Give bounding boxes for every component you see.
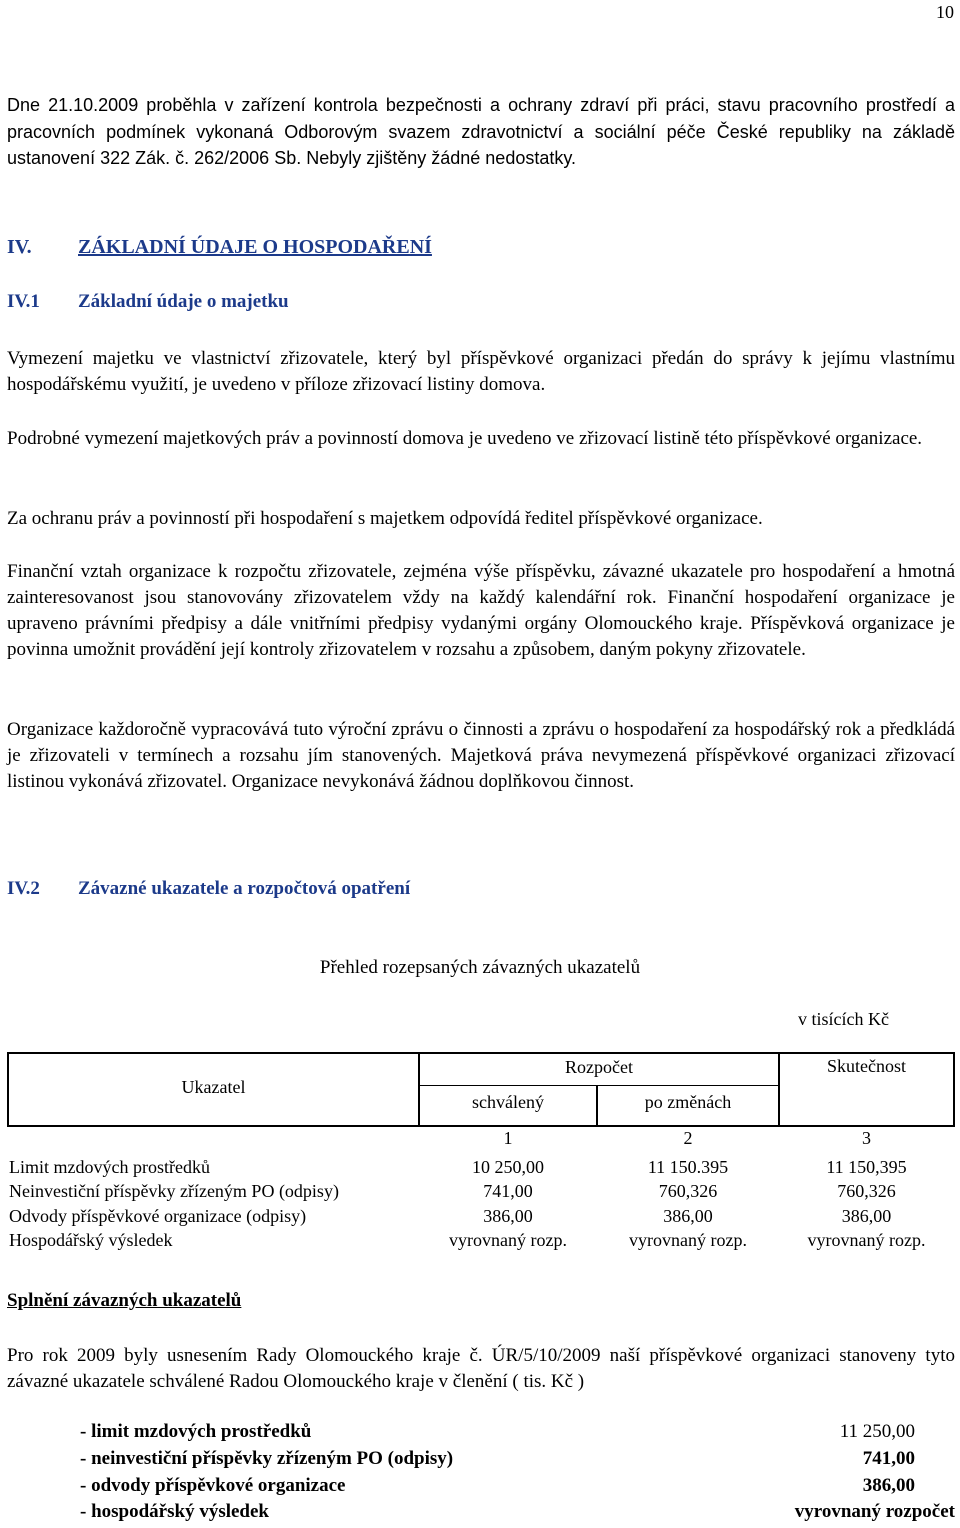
section-title: ZÁKLADNÍ ÚDAJE O HOSPODAŘENÍ	[78, 236, 432, 258]
table-row-label: Neinvestiční příspěvky zřízeným PO (odpisy)	[9, 1181, 339, 1201]
subsection-title: Základní údaje o majetku	[78, 291, 289, 312]
fulfilment-heading: Splnění závazných ukazatelů	[7, 1290, 242, 1311]
table-cell: 386,00	[841, 1206, 892, 1226]
page-number: 10	[936, 2, 954, 22]
table-header-schvaleny: schválený	[472, 1092, 544, 1112]
list-item-value: 741,00	[862, 1448, 915, 1469]
fulfilment-paragraph: Pro rok 2009 byly usnesením Rady Olomouckého kraje č. ÚR/5/10/2009 naší příspěvkové organizaci stanoveny tyto závazné ukazatele schválené Radou Olomouckého kraje v členění ( tis. Kč )	[7, 1345, 955, 1392]
table-row-label: Odvody příspěvkové organizace (odpisy)	[9, 1206, 307, 1226]
list-item-value: 386,00	[862, 1475, 915, 1496]
table-cell: 10 250,00	[472, 1157, 544, 1177]
table-cell: 741,00	[483, 1181, 533, 1201]
subsection-number: IV.1	[7, 291, 40, 312]
table-cell: 11 150,395	[826, 1157, 907, 1177]
table-header-po-zmenach: po změnách	[644, 1092, 732, 1112]
table-cell: 760,326	[837, 1181, 896, 1201]
list-item	[80, 1421, 955, 1448]
table-col-number-3: 3	[862, 1128, 871, 1148]
paragraph-responsibility: Za ochranu práv a povinností při hospodaření s majetkem odpovídá ředitel příspěvkové organizace.	[7, 508, 763, 529]
list-item-value: 11 250,00	[839, 1421, 915, 1442]
table-cell: vyrovnaný rozp.	[629, 1230, 747, 1250]
table-unit: v tisících Kč	[798, 1009, 889, 1029]
list-item-value: vyrovnaný rozpočet	[794, 1501, 955, 1522]
table-cell: vyrovnaný rozp.	[449, 1230, 567, 1250]
table-right-border	[953, 1052, 955, 1127]
table-header-ukazatel: Ukazatel	[181, 1077, 246, 1097]
section-number: IV.	[7, 236, 32, 258]
paragraph-property-definition: Vymezení majetku ve vlastnictví zřizovatele, který byl příspěvkové organizaci předán do správy k jejímu vlastnímu hospodářskému využití, je uvedeno v příloze zřizovací listiny domova.	[7, 348, 955, 395]
paragraph-property-rights: Podrobné vymezení majetkových práv a povinností domova je uvedeno ve zřizovací listině této příspěvkové organizace.	[7, 428, 923, 449]
intro-paragraph: Dne 21.10.2009 proběhla v zařízení kontrola bezpečnosti a ochrany zdraví při práci, stavu pracovního prostředí a pracovních podmínek vykonaná Odborovým svazem zdravotnictví a sociální péče České republiky na základě ustanovení 322 Zák. č. 262/2006 Sb. Nebyly zjištěny žádné nedostatky.	[7, 95, 955, 168]
subsection2-number: IV.2	[7, 878, 40, 899]
table-cell: vyrovnaný rozp.	[807, 1230, 926, 1250]
list-item-label: - hospodářský výsledek	[80, 1501, 269, 1522]
table-cell: 760,326	[658, 1181, 718, 1201]
table-cell: 386,00	[483, 1206, 533, 1226]
table-row-label: Limit mzdových prostředků	[9, 1157, 210, 1177]
paragraph-annual-report: Organizace každoročně vypracovává tuto výroční zprávu o činnosti a zprávu o hospodaření za hospodářský rok a předkládá je zřizovateli v termínech a rozsahu jím stanovených. Majetková práva nevymezená příspěvkové organizaci zřizovací listinou vykonává zřizovatel. Organizace nevykonává žádnou doplňkovou činnost.	[7, 719, 955, 792]
list-item	[80, 1501, 955, 1528]
table-header-rozpocet: Rozpočet	[565, 1057, 633, 1077]
table-rozpocet-underline	[418, 1085, 780, 1086]
table-cell: 386,00	[663, 1206, 713, 1226]
table-top-border	[7, 1052, 955, 1054]
table-caption: Přehled rozepsaných závazných ukazatelů	[319, 957, 641, 978]
table-row-label: Hospodářský výsledek	[9, 1230, 173, 1250]
table-header-bottom-border	[7, 1125, 955, 1127]
table-col-number-1: 1	[503, 1128, 513, 1148]
list-item-label: - odvody příspěvkové organizace	[80, 1475, 346, 1496]
list-item-label: - limit mzdových prostředků	[80, 1421, 312, 1442]
table-col-number-2: 2	[683, 1128, 693, 1148]
table-header-skutecnost: Skutečnost	[827, 1056, 906, 1076]
table-cell: 11 150.395	[647, 1157, 729, 1177]
subsection2-title: Závazné ukazatele a rozpočtová opatření	[78, 878, 411, 899]
list-item	[80, 1475, 955, 1502]
list-item	[80, 1448, 955, 1475]
list-item-label: - neinvestiční příspěvky zřízeným PO (odpisy)	[80, 1448, 454, 1469]
paragraph-financial-relation: Finanční vztah organizace k rozpočtu zřizovatele, zejména výše příspěvku, závazné ukazatele pro hospodaření a hmotná zainteresovanost jsou stanovovány zřizovatelem vždy na každý kalendářní rok. Finanční hospodaření organizace je upraveno právními předpisy a dále vnitřními předpisy vydanými orgány Olomouckého kraje. Příspěvková organizace je povinna umožnit provádění její kontroly zřizovatelem v rozsahu a způsobem, daným pokyny zřizovatele.	[7, 561, 955, 660]
